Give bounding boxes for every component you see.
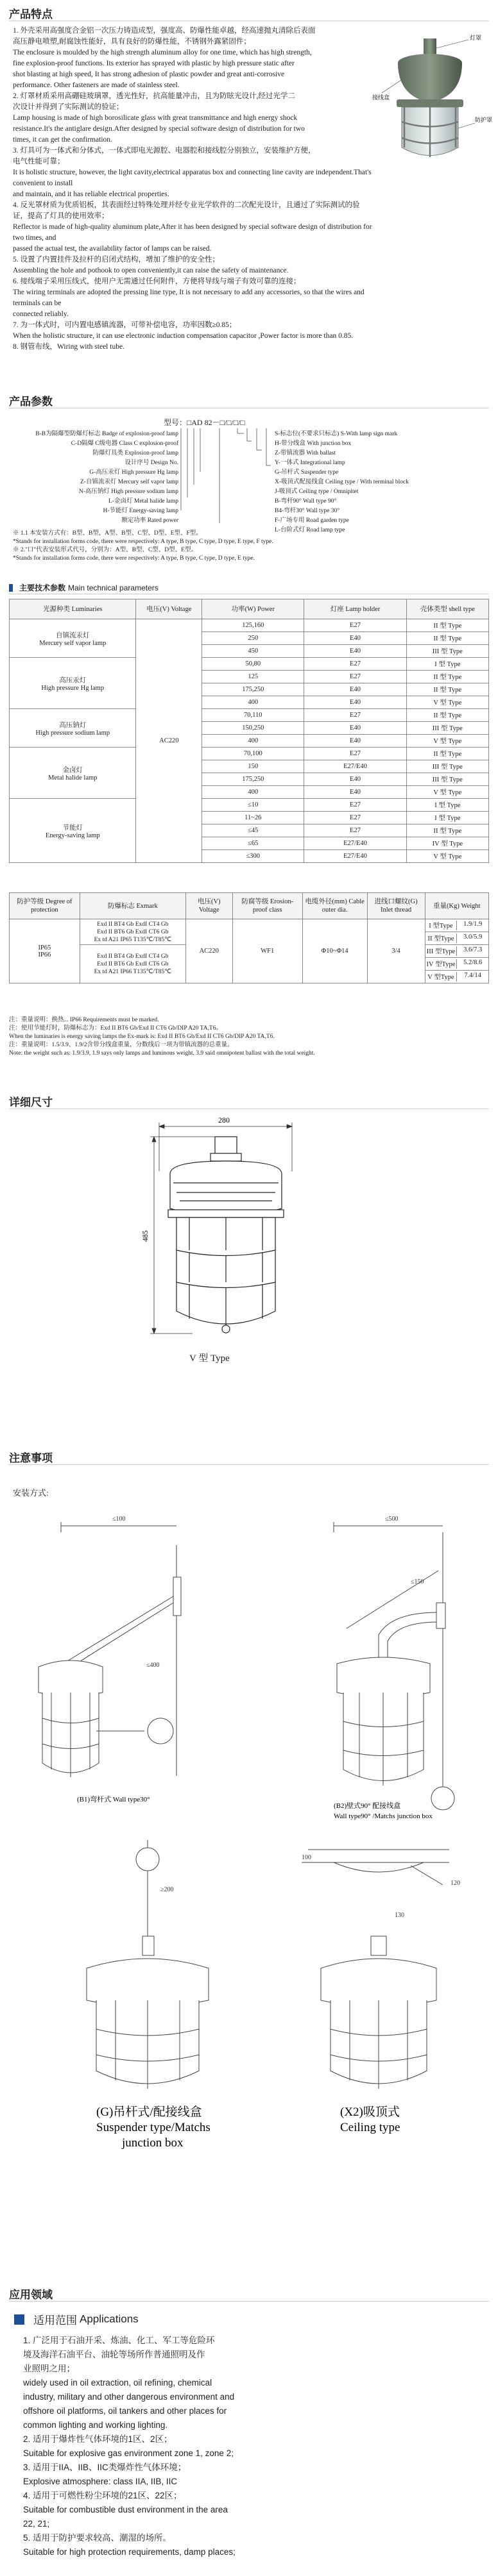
feature-line: 高压静电喷塑,耐腐蚀性能好，具有良好的防爆性能，不锈钢外露紧固件； [13,38,251,46]
feature-line: The enclosure is moulded by the high strength aluminum alloy for one time, which has high strength, [13,49,312,56]
weight-type: IV 型Type [425,959,458,969]
caption-g-en1: Suspender type/Matchs [96,2121,210,2134]
protect-header-cell: 重量(Kg) Weight [425,893,488,919]
tech-cell: 150 [202,760,304,773]
model-right-item: J-吸顶式 Ceiling type / Omnipitet [275,489,359,495]
tech-cell: E27/E40 [304,760,406,773]
protection-cell [10,919,80,983]
tech-cell: II 型 Type [406,748,488,760]
model-code: □AD 82－□/□/□/□ [187,418,245,427]
application-line: 22, 21; [23,2519,50,2529]
install-dim-4: ≤150 [411,1578,424,1585]
weight-type: II 型Type [425,933,458,943]
tech-cell: E27 [304,671,406,683]
photo-label-box: 接线盒 [372,94,390,101]
feature-line: connected reliably. [13,310,69,318]
caption-g-cn: (G)吊杆式/配接线盒 [96,2105,202,2119]
model-right-legend [275,430,486,535]
protect-voltage-cell: AC220 [185,919,232,983]
protect-cable-cell: Φ10~Φ14 [302,919,367,983]
tech-cell: II 型 Type [406,619,488,632]
application-line: 1. 广泛用于石油开采、炼油、化工、军工等危险环 [23,2336,215,2345]
model-right-item: Z-带镇流器 With ballast [275,450,336,456]
model-right-item: H-带分线盒 With junction box [275,440,352,447]
exmark-line: Exd II BT4 Gb ExdI CT4 Gb [97,953,169,960]
feature-line: times, it can get the confirmation. [13,136,112,144]
luminary-name: 节能灯 [62,824,83,832]
feature-line: When the holistic structure, it can use electronic induction compensation capacitor ,Power factor is more than 0.85. [13,332,354,340]
feature-line: and maintain, and it has reliable electrical properties. [13,190,169,198]
model-left-item: B-B为隔爆型防爆灯标志 Badge of explosion-proof lamp [35,431,178,437]
luminary-name-en: Metal halide lamp [48,774,98,782]
luminary-name-en: High pressure sodium lamp [35,729,110,737]
tech-cell: II 型 Type [406,671,488,683]
tech-cell: ≤300 [202,850,304,863]
tech-cell: E27 [304,748,406,760]
model-right-item: F-广场专用 Road garden type [275,517,349,524]
install-dim-2: ≤500 [385,1516,399,1523]
install-dim-7: 130 [395,1912,404,1919]
tech-cell: E27/E40 [304,837,406,850]
protect-header-cell: 防爆标志 Exmark [80,893,185,919]
tech-cell: E40 [304,786,406,799]
tech-cell: ≤45 [202,824,304,837]
feature-line: Lamp housing is made of high borosilicate glass with great transmittance and high energy shock [13,114,298,122]
tech-group-cell [10,709,136,748]
caption-x-en: Ceiling type [340,2121,400,2134]
tech-cell: I 型 Type [406,658,488,671]
model-left-item: G-高压汞灯 High pressure Hg lamp [89,469,178,476]
tech-group-cell [10,658,136,709]
tech-cell: E40 [304,773,406,786]
protect-thread-cell: 3/4 [367,919,425,983]
tech-group-cell [10,748,136,799]
tech-cell: E40 [304,632,406,645]
weight-split [425,933,488,943]
tech-table [9,599,489,863]
tech-cell: I 型 Type [406,799,488,812]
model-note: *Stands for installation forms code, there were respectively: A type, B type, C type, D type, E type. [13,555,255,562]
tech-cell: 400 [202,696,304,709]
feature-line: shot blasting at high speed, It has strong adhesion of plastic powder and great anti-corrosive [13,71,285,78]
tech-cell: III 型 Type [406,773,488,786]
tech-cell: V 型 Type [406,696,488,709]
application-line: 3. 适用于IIA、IIB、IIC类爆炸性气体环境； [23,2463,187,2472]
features-text [13,26,372,353]
tech-cell: V 型 Type [406,786,488,799]
model-right-item: S-标志位(不要求只标志) S-With lamp sign mark [275,431,398,437]
tech-cell: 400 [202,735,304,748]
model-right-item: B4-弯杆30° Wall type 30° [275,508,340,514]
tech-group-cell [10,799,136,863]
model-note: ※ 1.1 本安装方式有：B型、B型，A型、B型、C型、D型、E型、F型。 [13,530,202,537]
tech-cell: E27 [304,709,406,722]
application-line: widely used in oil extraction, oil refining, chemical [23,2378,212,2388]
application-divider [9,2301,489,2302]
tech-header-cell: 光源种类 Luminaries [10,599,136,619]
heading-marker-icon [14,2314,24,2325]
model-left-item: 设计序号 Design No. [125,460,178,466]
exmark-line: Ex td A21 IP65 T135℃/T85℃ [94,936,171,943]
tech-group-cell [10,619,136,658]
luminary-name: 自镇流汞灯 [55,631,90,639]
exmark-cell [80,919,185,945]
tech-cell: 175,250 [202,773,304,786]
application-line: 业照明之用； [23,2364,75,2373]
weight-split [425,921,488,930]
application-line: 2. 适用于爆炸性气体环境的1区、2区； [23,2434,173,2444]
protect-erosion-cell: WF1 [232,919,302,983]
params-title: 产品参数 [9,396,53,408]
tech-cell: V 型 Type [406,850,488,863]
application-line: offshore oil platforms, oil tankers and other places for [23,2406,227,2416]
install-dim-3: ≤400 [146,1662,160,1669]
protect-header-cell: 防护等级 Degree of protection [10,893,80,919]
luminary-name-en: Energy-saving lamp [45,832,100,839]
application-list [23,2334,293,2559]
feature-line: 3. 灯具可为一体式和分体式，一体式即电光源腔、电器腔和接线腔分别独立，安装维护方便， [13,147,316,155]
weight-type: I 型Type [425,921,458,930]
tech-cell: E40 [304,645,406,658]
tech-header-cell: 功率(W) Power [202,599,304,619]
feature-line: performance. Other fasteners are made of stainless steel. [13,81,180,89]
weight-split [425,959,488,969]
feature-line: Reflector is made of high-quality aluminum plate,After it has been designed by special software design of distribution for two times, and [13,223,372,242]
install-dim-1: ≤100 [112,1516,126,1523]
model-diagram [13,417,488,571]
tech-cell: 70,110 [202,709,304,722]
dimensions-title: 详细尺寸 [9,1096,53,1108]
dimensions-divider [9,1108,489,1109]
photo-label-shade: 灯罩 [470,35,482,41]
protect-header-cell: 防腐等级 Erosion-proof class [232,893,302,919]
feature-line: The wiring terminals are adopted the pressing line type, It is not necessary to add any accessories, so that the wires and terminals can be [13,289,365,307]
features-title: 产品特点 [9,8,53,21]
feature-line: 1. 外壳采用高强度合金铝一次压力铸造成型，强度高、防爆性能卓越，经高速抛丸清除后表面 [13,27,316,35]
tech-cell: 70,100 [202,748,304,760]
tech-cell: 450 [202,645,304,658]
protection-grade: IP65 [38,944,51,951]
feature-line: 2. 灯罩材质采用高硼硅玻璃罩，透光性好，抗高能量冲击，且为防眩光设计,经过光学二 [13,92,295,100]
caption-g-en2: junction box [122,2136,184,2150]
application-line: common lighting and working lighting. [23,2420,168,2430]
application-line: Explosive atmosphere: class IIA, IIB, IIC [23,2477,178,2486]
exmark-line: Exd II BT6 Gb ExdI CT6 Gb [97,960,169,967]
exmark-cell [80,945,185,983]
model-right-item: X-吸顶式配接线盒 Ceiling type / With terminal block [275,479,409,485]
application-title: 应用领域 [9,2289,53,2301]
tech-cell: II 型 Type [406,824,488,837]
model-left-item: 额定功率 Rated power [121,517,178,524]
tech-cell: E27 [304,619,406,632]
exmark-line: Exd II BT4 Gb ExdI CT4 Gb [97,921,169,928]
tech-cell: 125,160 [202,619,304,632]
tech-cell: IV 型 Type [406,837,488,850]
protect-header-cell: 电缆外径(mm) Cable outer dia. [302,893,367,919]
application-line: Suitable for explosive gas environment zone 1, zone 2; [23,2448,234,2458]
tech-cell: 175,250 [202,683,304,696]
protect-header-row [10,893,489,919]
protection-grade: IP66 [38,951,51,958]
protect-note: 注：使用节能灯时，防爆标志为：Exd II BT6 Gb/Exd II CT6 Gb/DIP A20 TA,T6。 [9,1025,222,1032]
model-note: ※ 2."口"代表安装形式代号，分别为：A型、B型、C型、D型、E型。 [13,547,197,553]
tech-row [10,658,489,671]
weight-split [425,946,488,956]
tech-row [10,748,489,760]
application-heading: 适用范围 Applications [14,2311,139,2327]
notes-divider [9,1464,489,1465]
application-line: industry, military and other dangerous environment and [23,2392,235,2402]
tech-cell: 400 [202,786,304,799]
model-right-item: G-吊杆式 Suspender type [275,469,339,476]
install-drawings [0,1500,498,2154]
tech-cell: V 型 Type [406,735,488,748]
tech-cell: III 型 Type [406,645,488,658]
feature-line: 7. 为一体式时，可内置电感镇流器，可带补偿电容，功率因数≥0.85； [13,321,237,329]
application-line: Suitable for combustible dust environment in the area [23,2505,228,2514]
feature-line: Assembling the hole and pothook to open conveniently,it can raise the safety of maintenance. [13,267,289,274]
feature-line: 8. 钢管布线，Wiring with steel tube. [13,343,125,351]
weight-cell [425,932,488,945]
application-line: Suitable for high protection requirements, damp places; [23,2547,236,2557]
tech-cell: II 型 Type [406,709,488,722]
model-left-item: C-D隔爆 C级电器 Class C explosion-proof [71,440,178,447]
model-left-item: N-高压钠灯 High pressure sodium lamp [78,489,178,495]
exmark-line: Ex td A21 IP66 T135℃/T85℃ [94,968,171,975]
tech-header-row [10,599,489,619]
tech-cell: E27/E40 [304,850,406,863]
model-left-item: 防爆灯具类 Explosion-proof lamp [92,450,178,456]
dimension-drawing [96,1112,353,1369]
weight-value: 3.6/7.3 [463,946,483,953]
tech-cell: E40 [304,683,406,696]
tech-cell: ≤10 [202,799,304,812]
feature-line: 5. 设置了内置挂件及拉杆的启闭式结构，增加了维护的安全性； [13,256,219,263]
tech-row [10,799,489,812]
protect-note: 注：重量说明：换热... IP66 Requirements must be marked. [9,1017,159,1023]
product-photo [372,26,494,173]
tech-cell: E27 [304,824,406,837]
tech-row [10,619,489,632]
tech-cell: E27 [304,799,406,812]
install-heading: 安装方式: [13,1488,49,1498]
caption-x-cn: (X2)吸顶式 [340,2105,400,2119]
tech-cell: III 型 Type [406,760,488,773]
install-dim-6: 120 [451,1880,460,1887]
model-notes [13,530,372,563]
luminary-name: 金卤灯 [62,766,83,774]
weight-cell [425,945,488,958]
install-dim-5: ≥200 [160,1886,174,1893]
tech-cell: E40 [304,696,406,709]
model-left-item: H-节能灯 Energy-saving lamp [103,508,178,514]
protection-table [9,892,489,983]
dim-width: 280 [218,1116,230,1125]
feature-line: passed the actual test, the availability factor of lamps can be raised. [13,245,212,253]
model-right-item: Y-一体式 Integrational lamp [275,460,345,466]
weight-cell [425,971,488,983]
tech-cell: 50,80 [202,658,304,671]
tech-cell: E40 [304,735,406,748]
application-line: 境及海洋石油平台、油轮等场所作普通照明及作 [23,2350,205,2359]
protect-note: Note: the weight such as: 1.9/3.9, 1.9 says only lamps and luminous weight, 3.9 said omnipotent ballast with the total weight. [9,1050,315,1057]
protection-notes [9,1016,489,1058]
weight-split [425,972,488,982]
feature-line: fine explosion-proof functions. Its exterior has sprayed with plastic by high pressure static after [13,60,295,67]
model-prefix: 型号： [164,418,187,427]
tech-cell: II 型 Type [406,632,488,645]
install-dim-8: 100 [302,1854,311,1861]
tech-cell: II 型 Type [406,683,488,696]
luminary-name-en: High pressure Hg lamp [41,684,105,692]
tech-cell: 125 [202,671,304,683]
feature-line: It is holistic structure, however, the light cavity,electrical apparatus box and connecting line cavity are independent.That's convenient to install [13,169,372,187]
weight-cell [425,919,488,932]
exmark-line: Exd II BT6 Gb ExdI CT6 Gb [97,928,169,935]
protect-note: 注：重量说明：1.5/3.9、1.9/2含带分线盒重量，分数线后一项为带镇流器的总重量。 [9,1042,234,1048]
protect-note: When the luminaries is energy saving lamps the Ex-mark is: Exd II BT6 Gb/Exd II CT6 Gb/DIP A20 TA,T6. [9,1033,275,1040]
protect-row [10,919,489,932]
tech-cell: 250 [202,632,304,645]
feature-line: resistance.It's the antiglare design.After designed by special software design of distribution for two [13,125,305,133]
model-left-item: Z-自镇流汞灯 Mercury self vapor lamp [80,479,178,485]
protect-header-cell: 电压(V) Voltage [185,893,232,919]
feature-line: 次设计并得到了实际测试的验证； [13,103,124,111]
weight-value: 7.4/14 [464,972,481,979]
tech-row [10,709,489,722]
model-left-legend [13,430,178,526]
weight-value: 1.9/1.9 [463,921,483,928]
tech-cell: E27 [304,812,406,824]
weight-cell [425,958,488,971]
luminary-name: 高压钠灯 [59,721,87,729]
tech-header-cell: 灯座 Lamp holder [304,599,406,619]
tech-cell: I 型 Type [406,812,488,824]
caption-b1: (B1)弯杆式 Wall type30° [77,1796,150,1803]
tech-cell: 150,250 [202,722,304,735]
caption-b2-cn: (B2)壁式90° 配接线盒 [334,1802,401,1810]
tech-cell: 11~26 [202,812,304,824]
tech-cell: ≤65 [202,837,304,850]
photo-label-guard: 防护罩 [475,117,493,123]
tech-header-cell: 电压(V) Voltage [136,599,202,619]
application-line: 5. 适用于防护要求较高、潮湿的场所。 [23,2533,172,2543]
dim-height: 485 [141,1230,150,1242]
model-note: *Stands for installation forms code, there were respectively: A type, B type, C type, D type, E type, F type. [13,539,273,545]
feature-line: 4. 反光罩材质为优质铝板，其表面经过特殊处理并经专业光学软件的二次配光设计，且通过了实际测试的验证，提高了灯具的使用效率； [13,201,360,220]
weight-value: 3.0/5.9 [463,933,483,941]
application-line: 4. 适用于可燃性粉尘环境的21区、22区； [23,2491,182,2500]
protect-header-cell: 进线口螺纹(G) Inlet thread [367,893,425,919]
weight-type: III 型Type [425,946,458,956]
model-left-item: L-金卤灯 Metal halide lamp [108,498,178,505]
weight-value: 5.2/8.6 [463,959,483,966]
tech-cell: III 型 Type [406,722,488,735]
dimension-caption: V 型 Type [189,1353,230,1364]
tech-cell: E40 [304,722,406,735]
tech-cell: E27 [304,658,406,671]
luminary-name-en: Mercury self vapor lamp [39,639,107,647]
feature-line: 电气性能可靠； [13,158,65,165]
model-right-item: L-台阶式灯 Road lamp type [275,527,345,533]
notes-title: 注意事项 [9,1452,53,1464]
luminary-name: 高压汞灯 [59,676,87,684]
tech-voltage-cell: AC220 [136,619,202,863]
feature-line: 6. 接线端子采用压线式，使用户无需通过任何附件，方便将导线与端子有效可靠的连接； [13,278,301,285]
tech-heading: 主要技术参数 Main technical parameters [9,582,489,594]
caption-b2-en: Wall type90° /Matchs junction box [334,1812,433,1820]
weight-type: V 型Type [425,972,458,982]
tech-header-cell: 壳体类型 shell type [406,599,488,619]
model-right-item: B-弯杆90° Wall type 90° [275,498,337,505]
